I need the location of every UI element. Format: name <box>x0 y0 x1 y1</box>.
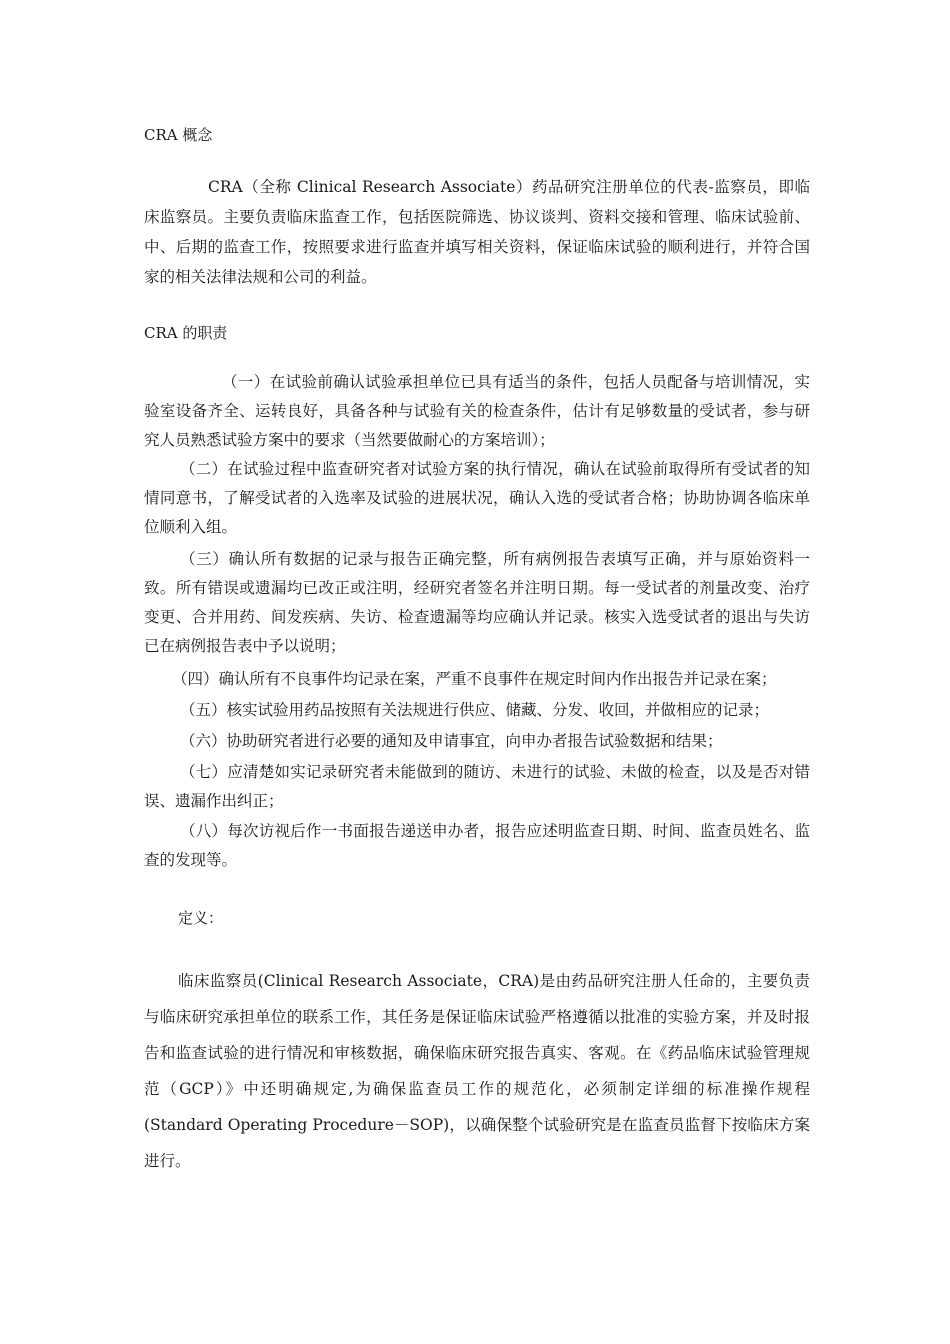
duty-item-8: （八）每次访视后作一书面报告递送申办者，报告应述明监查日期、时间、监查员姓名、监查的发现等。 <box>144 822 810 869</box>
duty-item-1: （一）在试验前确认试验承担单位已具有适当的条件，包括人员配备与培训情况，实验室设备齐全、运转良好，具备各种与试验有关的检查条件，估计有足够数量的受试者，参与研究人员熟悉试验方案中的要求（当然要做耐心的方案培训）； <box>144 373 810 449</box>
duty-item-4: （四）确认所有不良事件均记录在案，严重不良事件在规定时间内作出报告并记录在案； <box>172 670 777 688</box>
definition-heading: 定义： <box>178 909 224 927</box>
duties-heading: CRA 的职责 <box>144 324 228 342</box>
concept-paragraph: CRA（全称 Clinical Research Associate）药品研究注册单位的代表-监察员，即临床监察员。主要负责临床监查工作，包括医院筛选、协议谈判、资料交接和管理、临床试验前、中、后期的监查工作，按照要求进行监查并填写相关资料，保证临床试验的顺利进行，并符合国家的相关法律法规和公司的利益。 <box>144 178 810 286</box>
duty-item-5: （五）核实试验用药品按照有关法规进行供应、储藏、分发、收回，并做相应的记录； <box>180 701 770 719</box>
duty-item-7: （七）应清楚如实记录研究者未能做到的随访、未进行的试验、未做的检查，以及是否对错误、遗漏作出纠正； <box>144 763 810 810</box>
concept-heading: CRA 概念 <box>144 126 213 144</box>
duty-item-6: （六）协助研究者进行必要的通知及申请事宜，向申办者报告试验数据和结果； <box>180 732 723 750</box>
definition-paragraph: 临床监察员(Clinical Research Associate，CRA)是由药品研究注册人任命的，主要负责与临床研究承担单位的联系工作，其任务是保证临床试验严格遵循以批准的实验方案，并及时报告和监查试验的进行情况和审核数据，确保临床研究报告真实、客观。在《药品临床试验管理规范（GCP）》中还明确规定,为确保监查员工作的规范化，必须制定详细的标准操作规程(Standard Operating Procedure－SOP)，以确保整个试验研究是在监查员监督下按临床方案进行。 <box>144 972 810 1170</box>
duty-item-2: （二）在试验过程中监查研究者对试验方案的执行情况，确认在试验前取得所有受试者的知情同意书，了解受试者的入选率及试验的进展状况，确认入选的受试者合格；协助协调各临床单位顺利入组。 <box>144 460 810 536</box>
duty-item-3: （三）确认所有数据的记录与报告正确完整，所有病例报告表填写正确，并与原始资料一致。所有错误或遗漏均已改正或注明，经研究者签名并注明日期。每一受试者的剂量改变、治疗变更、合并用药、间发疾病、失访、检查遗漏等均应确认并记录。核实入选受试者的退出与失访已在病例报告表中予以说明； <box>144 550 810 655</box>
